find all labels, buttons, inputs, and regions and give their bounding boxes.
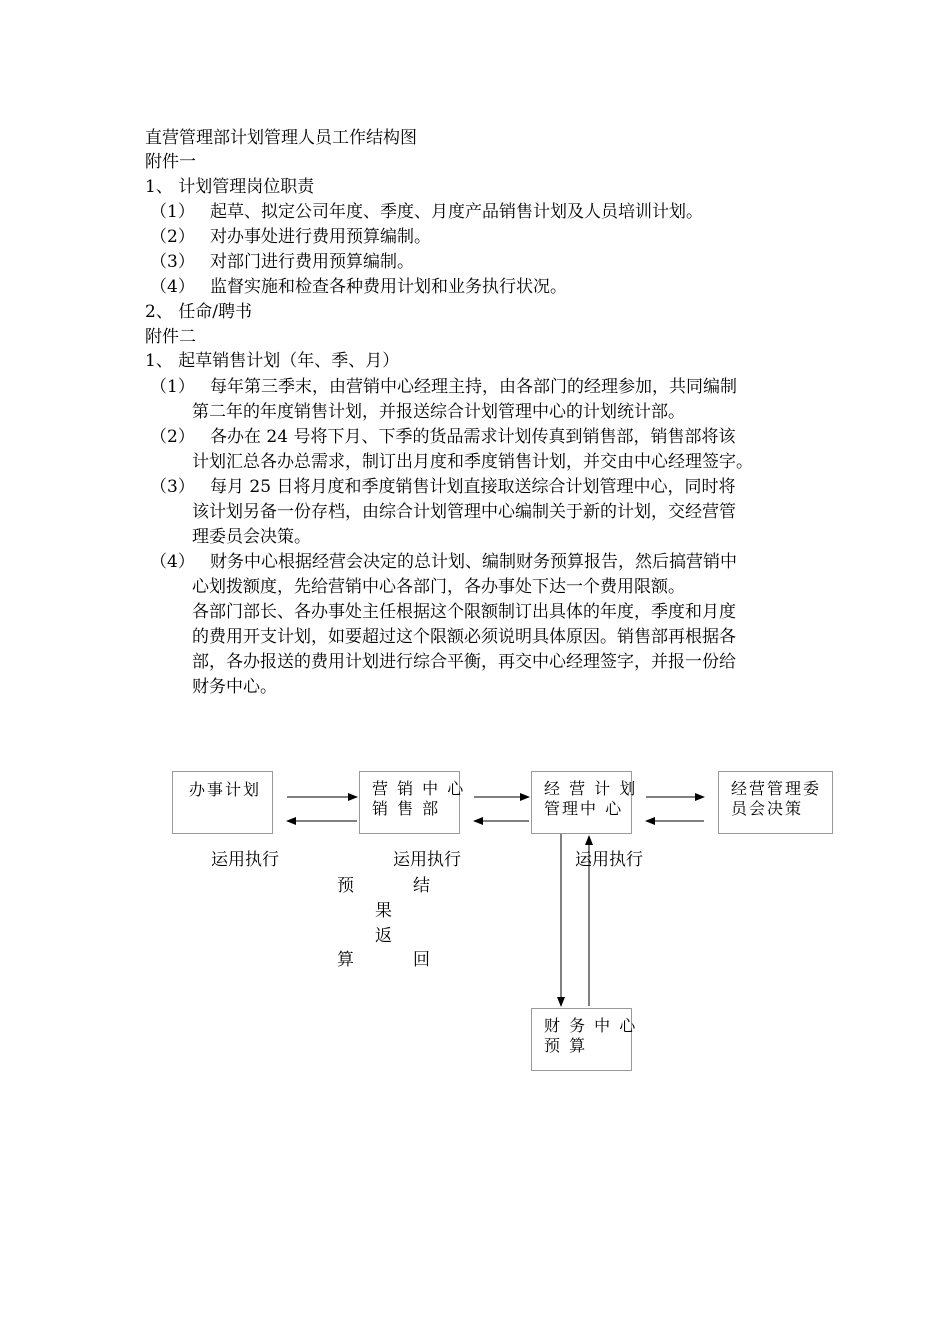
step-line: 计划汇总各办总需求，制订出月度和季度销售计划，并交由中心经理签字。	[192, 452, 753, 472]
committee-line-1: 经营管理委	[731, 779, 822, 798]
management-center-label: 管理中 心	[544, 799, 624, 818]
office-plan-label: 办事计划	[189, 780, 262, 799]
apply-execute-label: 运用执行	[393, 850, 461, 870]
section-two-heading: 2、 任命/聘书	[145, 302, 252, 322]
apply-execute-label: 运用执行	[211, 850, 279, 870]
step-line: 第二年的年度销售计划，并报送综合计划管理中心的计划统计部。	[192, 402, 685, 422]
step-line: 每月 25 日将月度和季度销售计划直接取送综合计划管理中心，同时将	[210, 477, 736, 497]
budget-label: 预 算	[544, 1036, 588, 1055]
duty-item-text: 起草、拟定公司年度、季度、月度产品销售计划及人员培训计划。	[210, 202, 703, 222]
step-line: 心划拨额度，先给营销中心各部门，各办事处下达一个费用限额。	[192, 577, 685, 597]
vertical-char: 结	[413, 876, 430, 896]
step-number: （4）	[150, 552, 195, 572]
duty-item-text: 对部门进行费用预算编制。	[210, 252, 414, 272]
duty-item-number: （3）	[150, 252, 195, 272]
business-plan-label: 经 营 计 划	[544, 779, 638, 798]
vertical-char: 回	[413, 950, 430, 970]
committee-line-2: 员会决策	[731, 799, 804, 818]
marketing-center-label: 营 销 中 心	[372, 779, 466, 798]
step-line: 财务中心。	[192, 677, 277, 697]
step-line: 的费用开支计划，如要超过这个限额必须说明具体原因。销售部再根据各	[192, 627, 736, 647]
duty-item-text: 对办事处进行费用预算编制。	[210, 227, 431, 247]
section-one-heading: 1、 计划管理岗位职责	[145, 177, 315, 197]
document-title: 直营管理部计划管理人员工作结构图	[145, 128, 417, 148]
vertical-char: 预	[337, 876, 354, 896]
step-line: 每年第三季末，由营销中心经理主持，由各部门的经理参加，共同编制	[210, 377, 737, 397]
vertical-char: 算	[337, 950, 354, 970]
step-line: 财务中心根据经营会决定的总计划、编制财务预算报告，然后搞营销中	[210, 552, 737, 572]
annex-two-heading: 1、 起草销售计划（年、季、月）	[145, 351, 400, 371]
duty-item-number: （1）	[150, 202, 195, 222]
step-number: （2）	[150, 427, 195, 447]
step-line: 各办在 24 号将下月、下季的货品需求计划传真到销售部，销售部将该	[210, 427, 736, 447]
step-line: 部，各办报送的费用计划进行综合平衡，再交中心经理签字，并报一份给	[192, 652, 736, 672]
duty-item-number: （2）	[150, 227, 195, 247]
step-number: （3）	[150, 477, 195, 497]
annex-one-label: 附件一	[145, 152, 196, 172]
step-line: 理委员会决策。	[192, 527, 311, 547]
step-number: （1）	[150, 377, 195, 397]
vertical-char: 返	[375, 926, 392, 946]
duty-item-number: （4）	[150, 277, 195, 297]
duty-item-text: 监督实施和检查各种费用计划和业务执行状况。	[210, 277, 567, 297]
vertical-char: 果	[375, 901, 392, 921]
step-line: 该计划另备一份存档，由综合计划管理中心编制关于新的计划，交经营管	[192, 502, 736, 522]
finance-center-label: 财 务 中 心	[544, 1016, 638, 1035]
apply-execute-label: 运用执行	[575, 850, 643, 870]
annex-two-label: 附件二	[145, 327, 196, 347]
step-line: 各部门部长、各办事处主任根据这个限额制订出具体的年度，季度和月度	[192, 602, 736, 622]
sales-dept-label: 销 售 部	[372, 799, 441, 818]
